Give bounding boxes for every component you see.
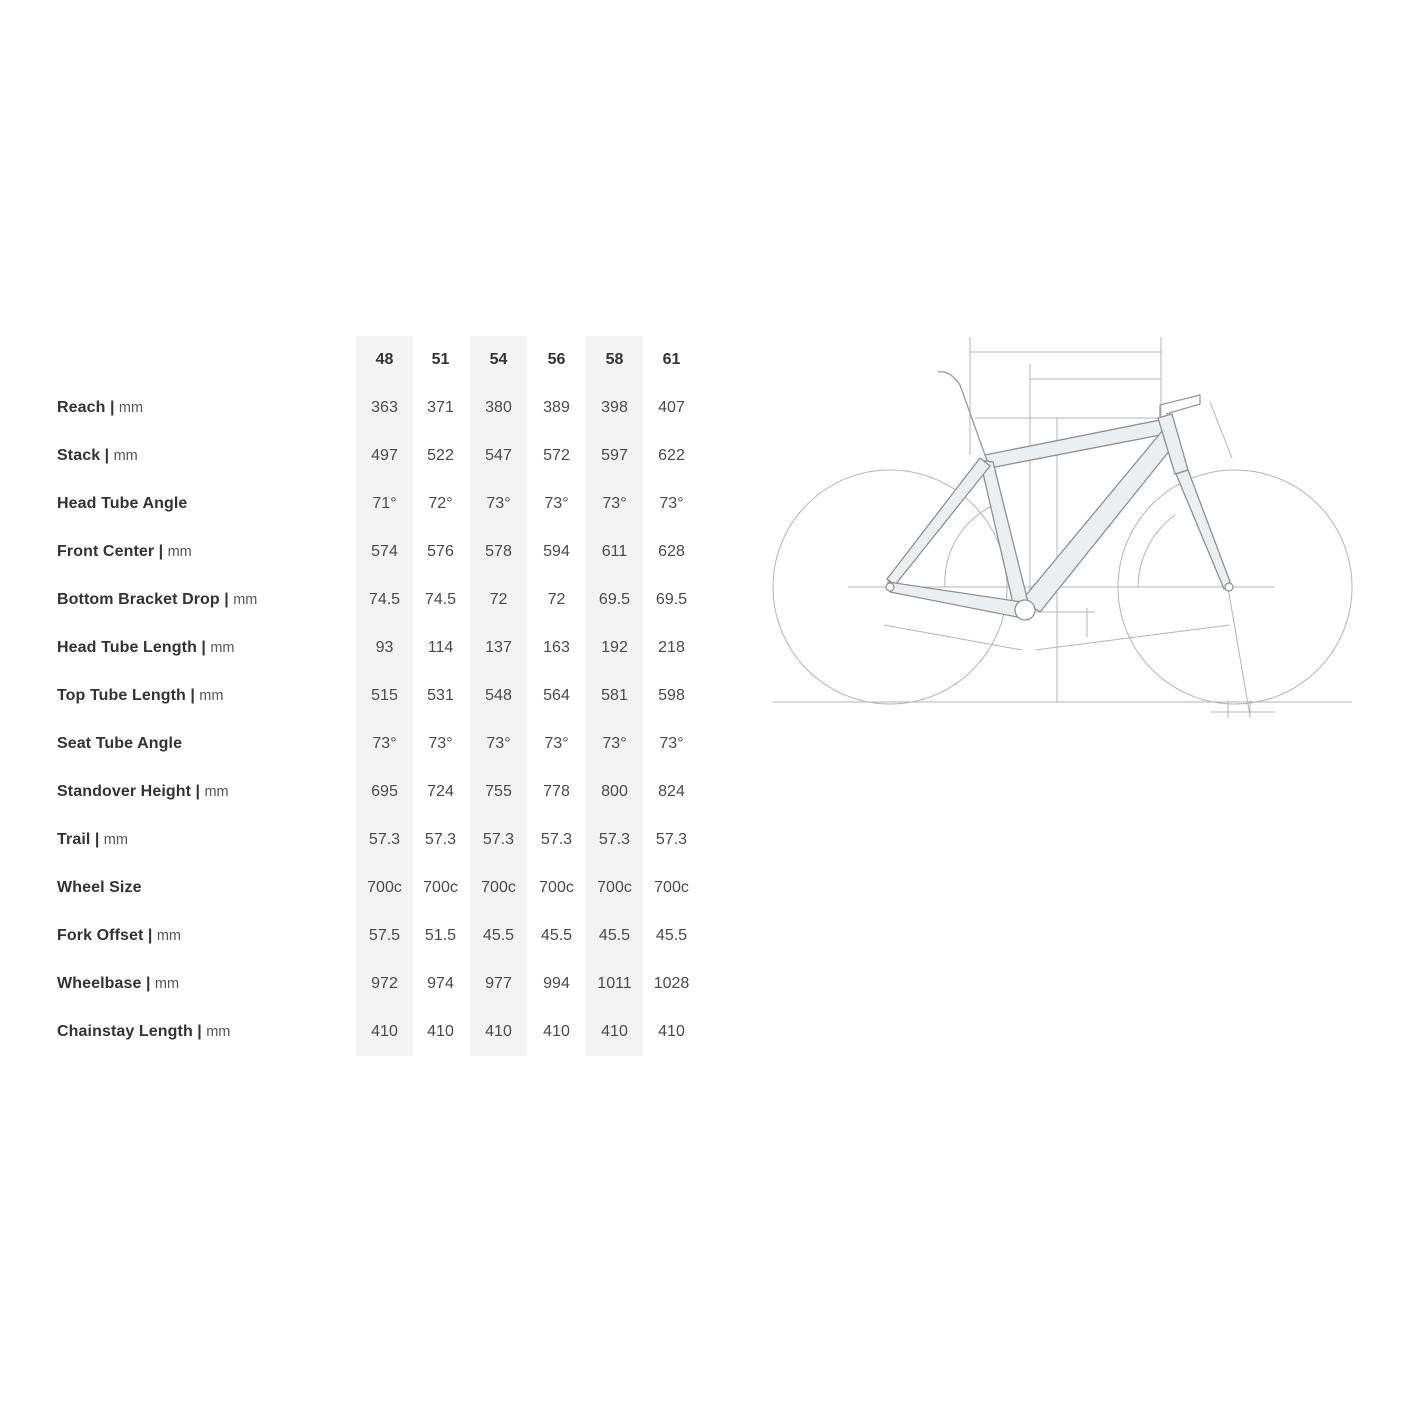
row-label-separator: | xyxy=(105,399,119,416)
row-label xyxy=(57,495,187,513)
row-label-unit: mm xyxy=(118,400,144,416)
row-label-unit: mm xyxy=(210,640,235,656)
row-label xyxy=(57,831,128,849)
table-cell: 974 xyxy=(427,975,454,992)
row-label xyxy=(57,879,142,897)
size-header: 56 xyxy=(547,351,566,368)
table-cell: 598 xyxy=(658,687,685,704)
table-cell: 547 xyxy=(485,447,512,464)
size-header: 54 xyxy=(489,351,508,368)
table-cell: 410 xyxy=(485,1023,512,1040)
table-cell: 73° xyxy=(486,495,511,512)
table-cell: 398 xyxy=(601,399,628,416)
table-cell: 628 xyxy=(658,543,685,560)
table-cell: 497 xyxy=(371,447,398,464)
size-header: 58 xyxy=(605,351,624,368)
table-cell: 163 xyxy=(543,639,570,656)
row-label-separator: | xyxy=(219,591,234,608)
row-label-separator: | xyxy=(100,447,114,464)
row-label xyxy=(57,447,138,465)
table-cell: 69.5 xyxy=(598,591,631,608)
table-cell: 363 xyxy=(371,399,398,416)
table-cell: 977 xyxy=(485,975,512,992)
table-cell: 57.3 xyxy=(368,831,401,848)
row-label-name: Wheel Size xyxy=(57,879,142,896)
table-cell: 700c xyxy=(539,879,574,896)
table-cell: 51.5 xyxy=(424,927,457,944)
table-cell: 578 xyxy=(485,543,512,560)
table-cell: 622 xyxy=(658,447,685,464)
table-cell: 72 xyxy=(547,591,566,608)
table-cell: 73° xyxy=(602,735,627,752)
row-label-name: Standover Height xyxy=(57,783,192,800)
row-label-unit: mm xyxy=(233,592,258,608)
table-cell: 73° xyxy=(659,735,684,752)
table-cell: 824 xyxy=(658,783,685,800)
table-cell: 597 xyxy=(601,447,628,464)
row-label-name: Wheelbase xyxy=(57,975,142,992)
table-cell: 410 xyxy=(371,1023,398,1040)
size-header: 51 xyxy=(431,351,450,368)
table-cell: 410 xyxy=(601,1023,628,1040)
row-label-separator: | xyxy=(191,783,205,800)
table-cell: 972 xyxy=(371,975,398,992)
table-cell: 1011 xyxy=(597,975,632,992)
table-cell: 137 xyxy=(485,639,512,656)
table-cell: 695 xyxy=(371,783,398,800)
table-cell: 574 xyxy=(371,543,398,560)
row-label-unit: mm xyxy=(156,928,181,944)
table-cell: 522 xyxy=(427,447,454,464)
row-label-unit: mm xyxy=(103,832,128,848)
table-cell: 45.5 xyxy=(598,927,631,944)
fork xyxy=(1176,470,1232,589)
table-cell: 72 xyxy=(489,591,508,608)
table-cell: 73° xyxy=(544,735,569,752)
row-label xyxy=(57,639,235,657)
bike-geometry-diagram xyxy=(770,330,1360,725)
table-cell: 57.3 xyxy=(482,831,515,848)
row-label-name: Bottom Bracket Drop xyxy=(57,591,220,608)
row-label xyxy=(57,735,182,753)
row-label xyxy=(57,399,143,417)
table-cell: 73° xyxy=(602,495,627,512)
row-label-name: Head Tube Angle xyxy=(57,495,188,512)
table-cell: 1028 xyxy=(653,975,690,992)
row-label-name: Reach xyxy=(57,399,106,416)
table-cell: 57.3 xyxy=(598,831,631,848)
table-cell: 73° xyxy=(428,735,453,752)
table-cell: 700c xyxy=(654,879,689,896)
table-cell: 371 xyxy=(427,399,454,416)
table-cell: 114 xyxy=(427,639,454,656)
table-cell: 192 xyxy=(601,639,628,656)
table-cell: 700c xyxy=(367,879,402,896)
row-label-name: Trail xyxy=(57,831,91,848)
row-label-separator: | xyxy=(143,927,157,944)
table-cell: 57.3 xyxy=(424,831,457,848)
row-label-separator: | xyxy=(154,543,168,560)
table-cell: 572 xyxy=(543,447,570,464)
table-cell: 93 xyxy=(375,639,394,656)
row-label-name: Fork Offset xyxy=(57,927,144,944)
table-cell: 45.5 xyxy=(482,927,515,944)
table-cell: 724 xyxy=(427,783,454,800)
row-label-unit: mm xyxy=(206,1024,231,1040)
table-cell: 548 xyxy=(485,687,512,704)
row-label-name: Stack xyxy=(57,447,101,464)
table-cell: 73° xyxy=(486,735,511,752)
table-cell: 74.5 xyxy=(424,591,457,608)
row-label xyxy=(57,543,192,561)
table-cell: 700c xyxy=(423,879,458,896)
table-cell: 564 xyxy=(543,687,570,704)
table-cell: 576 xyxy=(427,543,454,560)
frame-seat-stay xyxy=(887,458,990,585)
table-cell: 389 xyxy=(543,399,570,416)
table-cell: 57.3 xyxy=(655,831,688,848)
row-label-unit: mm xyxy=(113,448,138,464)
row-label xyxy=(57,975,179,993)
table-cell: 71° xyxy=(372,495,397,512)
row-label-name: Top Tube Length xyxy=(57,687,186,704)
bottom-bracket xyxy=(1015,600,1035,620)
table-cell: 45.5 xyxy=(655,927,688,944)
table-cell: 69.5 xyxy=(655,591,688,608)
table-cell: 45.5 xyxy=(540,927,573,944)
table-cell: 410 xyxy=(543,1023,570,1040)
row-label-unit: mm xyxy=(199,688,224,704)
row-label xyxy=(57,927,181,945)
table-cell: 73° xyxy=(659,495,684,512)
row-label-name: Head Tube Length xyxy=(57,639,197,656)
table-cell: 611 xyxy=(601,543,628,560)
table-cell: 800 xyxy=(601,783,628,800)
table-cell: 73° xyxy=(372,735,397,752)
front-dropout xyxy=(1225,583,1233,591)
table-cell: 531 xyxy=(427,687,454,704)
table-cell: 407 xyxy=(658,399,685,416)
table-cell: 410 xyxy=(427,1023,454,1040)
row-label-unit: mm xyxy=(204,784,229,800)
table-cell: 74.5 xyxy=(368,591,401,608)
table-cell: 755 xyxy=(485,783,512,800)
row-label-name: Chainstay Length xyxy=(57,1023,193,1040)
row-label-separator: | xyxy=(192,1023,207,1040)
row-label-name: Seat Tube Angle xyxy=(57,735,183,752)
table-cell: 57.5 xyxy=(368,927,401,944)
table-cell: 594 xyxy=(543,543,570,560)
row-label-separator: | xyxy=(90,831,104,848)
row-label xyxy=(57,1023,230,1041)
row-label-separator: | xyxy=(141,975,155,992)
row-label xyxy=(57,591,257,609)
table-cell: 515 xyxy=(371,687,398,704)
table-cell: 380 xyxy=(485,399,512,416)
table-cell: 994 xyxy=(543,975,570,992)
rear-dropout xyxy=(886,583,894,591)
table-cell: 73° xyxy=(544,495,569,512)
table-cell: 778 xyxy=(543,783,570,800)
row-label-unit: mm xyxy=(154,976,180,992)
row-label-unit: mm xyxy=(167,544,192,560)
table-cell: 57.3 xyxy=(540,831,573,848)
table-cell: 72° xyxy=(428,495,453,512)
row-label-name: Front Center xyxy=(57,543,155,560)
row-label xyxy=(57,783,229,801)
seatpost xyxy=(938,372,985,455)
row-label xyxy=(57,687,223,705)
table-cell: 581 xyxy=(601,687,628,704)
size-header: 48 xyxy=(375,351,394,368)
row-label-separator: | xyxy=(185,687,200,704)
table-cell: 700c xyxy=(481,879,516,896)
frame-seat-tube xyxy=(980,460,1030,612)
table-cell: 410 xyxy=(658,1023,685,1040)
table-cell: 218 xyxy=(658,639,685,656)
table-cell: 700c xyxy=(597,879,632,896)
stem xyxy=(1160,395,1200,418)
size-header: 61 xyxy=(662,351,681,368)
row-label-separator: | xyxy=(196,639,211,656)
